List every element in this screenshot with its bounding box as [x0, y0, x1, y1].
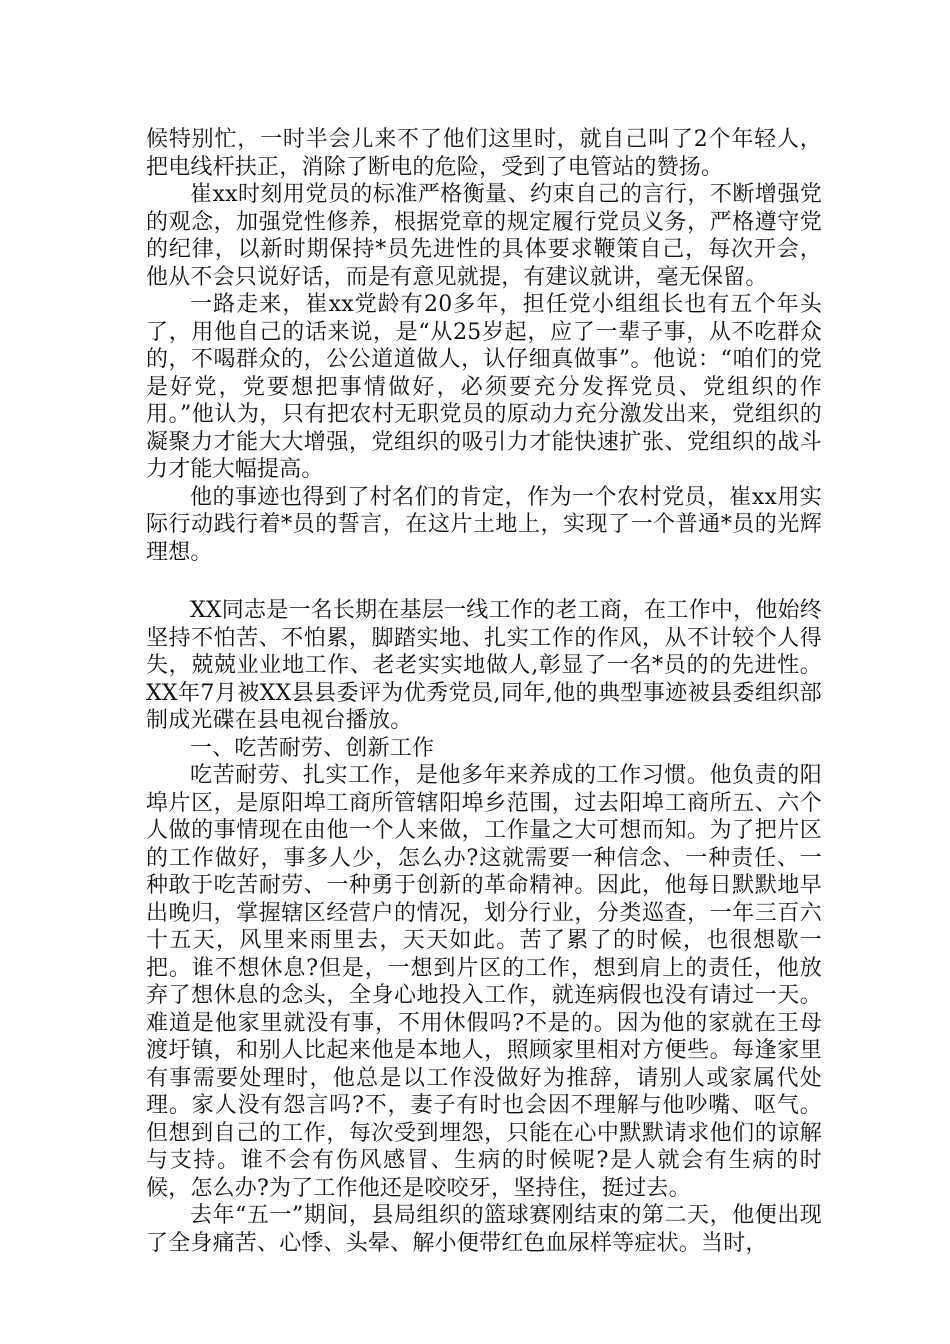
- paragraph: XX同志是一名长期在基层一线工作的老工商，在工作中，他始终坚持不怕苦、不怕累，脚踏实地、扎实工作的作风，从不计较个人得失，兢兢业业地工作、老老实实地做人,彰显了一名*员的的先进性。XX年7月被XX县县委评为优秀党员,同年,他的典型事迹被县委组织部制成光碟在县电视台播放。: [146, 598, 822, 733]
- paragraph: 崔xx时刻用党员的标准严格衡量、约束自己的言行，不断增强党的观念，加强党性修养，根据党章的规定履行党员义务，严格遵守党的纪律，以新时期保持*员先进性的具体要求鞭策自己，每次开会，他从不会只说好话，而是有意见就提，有建议就讲，毫无保留。: [146, 182, 822, 290]
- paragraph: 一路走来，崔xx党龄有20多年，担任党小组组长也有五个年头了，用他自己的话来说，是“从25岁起，应了一辈子事，从不吃群众的，不喝群众的，公公道道做人，认仔细真做事”。他说：“咱们的党是好党，党要想把事情做好，必须要充分发挥党员、党组织的作用。”他认为，只有把农村无职党员的原动力充分激发出来，党组织的凝聚力才能大大增强，党组织的吸引力才能快速扩张、党组织的战斗力才能大幅提高。: [146, 292, 822, 482]
- paragraph-continuation: 候特别忙，一时半会儿来不了他们这里时，就自己叫了2个年轻人，把电线杆扶正，消除了断电的危险，受到了电管站的赞扬。: [146, 127, 822, 180]
- paragraph: 他的事迹也得到了村名们的肯定，作为一个农村党员，崔xx用实际行动践行着*员的誓言，在这片土地上，实现了一个普通*员的光辉理想。: [146, 484, 822, 565]
- section-heading: 一、吃苦耐劳、创新工作: [190, 735, 435, 761]
- paragraph: 吃苦耐劳、扎实工作，是他多年来养成的工作习惯。他负责的阳埠片区，是原阳埠工商所管辖阳埠乡范围，过去阳埠工商所五、六个人做的事情现在由他一个人来做，工作量之大可想而知。为了把片区的工作做好，事多人少，怎么办?这就需要一种信念、一种责任、一种敢于吃苦耐劳、一种勇于创新的革命精神。因此，他每日默默地早出晚归，掌握辖区经营户的情况，划分行业，分类巡查，一年三百六十五天，风里来雨里去，天天如此。苦了累了的时候，也很想歇一把。谁不想休息?但是，一想到片区的工作，想到肩上的责任，他放弃了想休息的念头，全身心地投入工作，就连病假也没有请过一天。难道是他家里就没有事，不用休假吗?不是的。因为他的家就在王母渡圩镇，和别人比起来他是本地人，照顾家里相对方便些。每逢家里有事需要处理时，他总是以工作没做好为推辞，请别人或家属代处理。家人没有怨言吗?不，妻子有时也会因不理解与他吵嘴、呕气。但想到自己的工作，每次受到埋怨，只能在心中默默请求他们的谅解与支持。谁不会有伤风感冒、生病的时候呢?是人就会有生病的时候，怎么办?为了工作他还是咬咬牙，坚持住，挺过去。: [146, 763, 822, 1201]
- text-section-bottom: [146, 597, 822, 1257]
- text-section-top: [146, 126, 822, 566]
- paragraph: 去年“五一”期间，县局组织的篮球赛刚结束的第二天，他便出现了全身痛苦、心悸、头晕、解小便带红色血尿样等症状。当时，: [146, 1203, 822, 1256]
